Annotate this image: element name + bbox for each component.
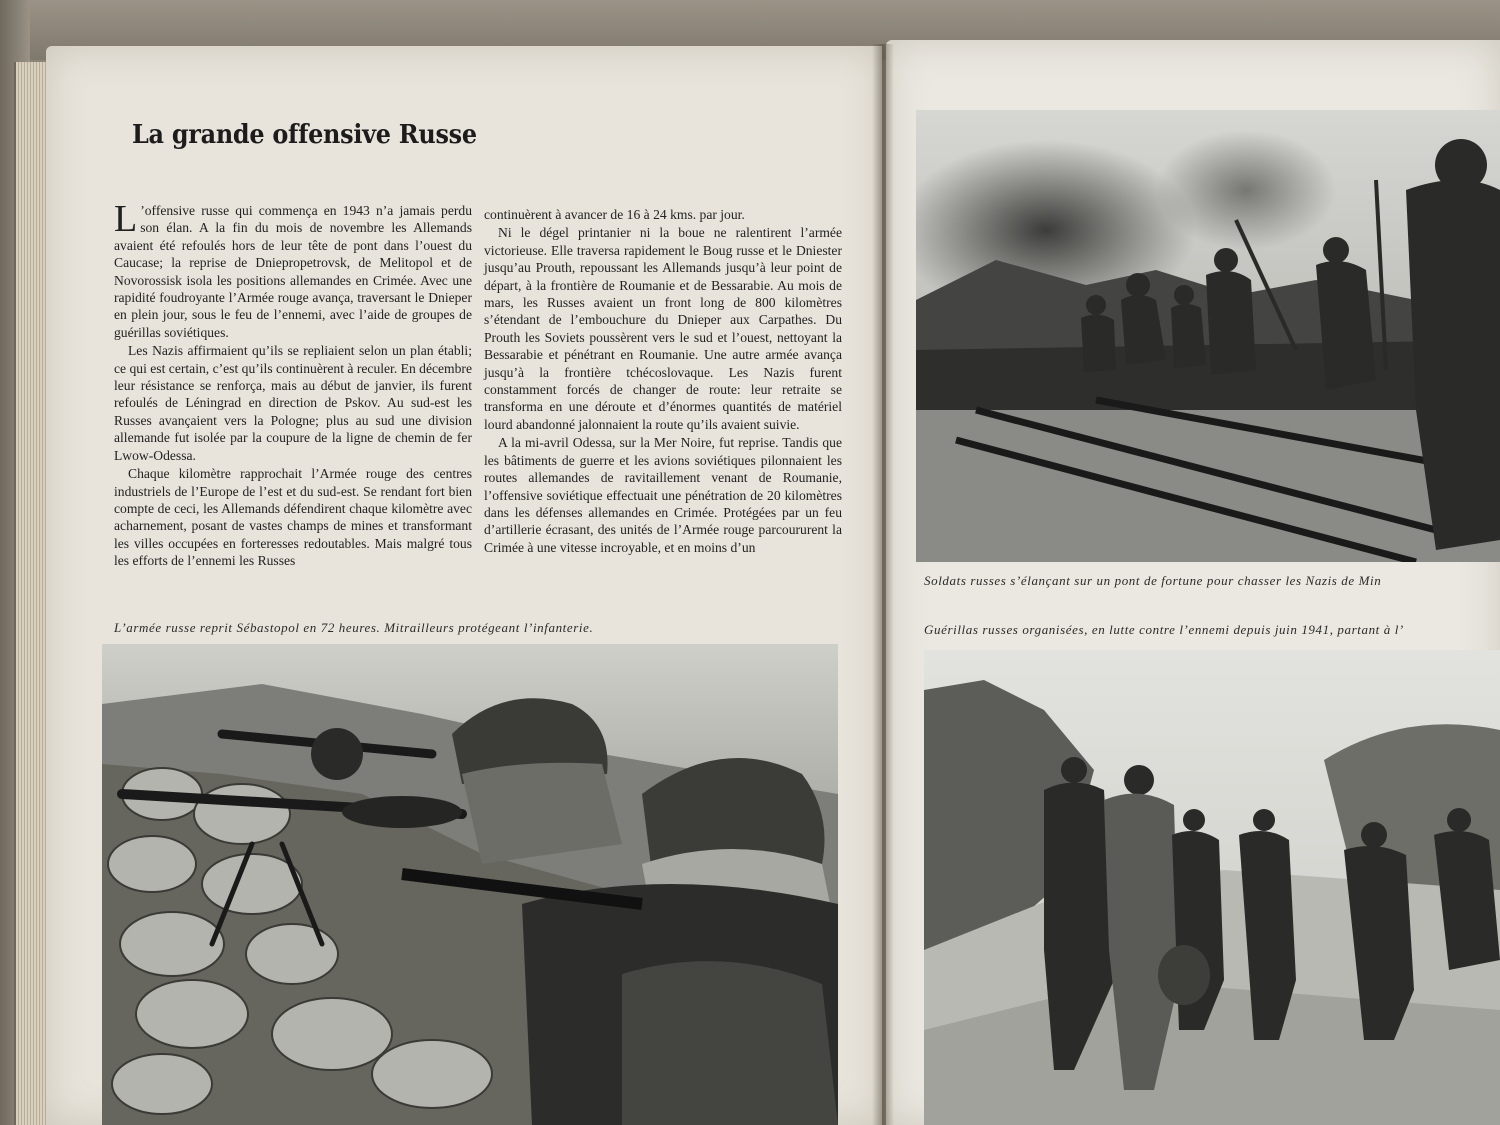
article-column-2 bbox=[484, 206, 842, 557]
article-paragraph: L ’offensive russe qui commença en 1943 n’a jamais perdu son élan. A la fin du mois de novembre les Allemands avaient été refoulés hors de leur tête de pont dans l’ouest du Caucase; la reprise de Dniepropetrovsk, de Melitopol et de Novorossisk isola les positions allemandes en Crimée. Avec une rapidité foudroyante l’Armée rouge avança, traversant le Dnieper en plein jour, sous le feu de l’ennemi, avec l’aide de groupes de guérillas soviétiques. bbox=[114, 198, 472, 340]
article-paragraph: continuèrent à avancer de 16 à 24 kms. par jour. bbox=[484, 207, 745, 222]
article-paragraph: A la mi-avril Odessa, sur la Mer Noire, fut reprise. Tandis que les bâtiments de guerre et les avions soviétiques pilonnaient les routes allemandes de ravitaillement venant de Roumanie, l’offensive soviétique effectuait une pénétration de 20 kilomètres dans les défenses allemandes en Crimée. Protégées par un feu d’artillerie écrasant, des unités de l’Armée rouge parcoururent la Crimée à une vitesse incroyable, et en moins d’un bbox=[484, 435, 842, 555]
article-paragraph: Ni le dégel printanier ni la boue ne ralentirent l’armée victorieuse. Elle traversa rapidement le Boug russe et le Dniester jusqu’au Prouth, repoussant les Allemands jusqu’à leur point de départ, à la frontière de Roumanie et de Bessarabie. Au mois de mars, les Russes avaient un front long de 800 kilomètres s’étendant de l’embouchure du Dnieper aux Carpathes. Du Prouth les Soviets poussèrent vers le sud et l’ouest, nettoyant la Bessarabie et pénétrant en Roumanie. Une autre armée avança jusqu’à la frontière tchécoslovaque. Les Nazis furent constamment forcés de changer de route: leur retraite se transforma en une déroute et d’énormes quantités de matériel lourd abandonné jalonnaient la route qu’ils avaient suivie. bbox=[484, 225, 842, 432]
photo-caption-machine-gunners: L’armée russe reprit Sébastopol en 72 heures. Mitrailleurs protégeant l’infanterie. bbox=[114, 620, 594, 635]
article-paragraph: Les Nazis affirmaient qu’ils se repliaient selon un plan établi; ce qui est certain, c’est qu’ils continuèrent à reculer. En décembre leur résistance se renforça, mais au début de janvier, ils furent refoulés de Léningrad en direction de Pskov. Au sud-est les Russes avançaient vers la Pologne; plus au sud une division allemande fut isolée par la coupure de la ligne de chemin de fer Lwow-Odessa. bbox=[114, 343, 472, 463]
photo-caption-guerillas: Guérillas russes organisées, en lutte contre l’ennemi depuis juin 1941, partant à l’ bbox=[924, 622, 1404, 637]
book-spine bbox=[872, 44, 894, 1125]
article-title: La grande offensive Russe bbox=[132, 120, 477, 150]
article-paragraph: Chaque kilomètre rapprochait l’Armée rouge des centres industriels de l’Europe de l’est et du sud-est. Se rendant fort bien compte de ceci, les Allemands défendirent chaque kilomètre avec acharnement, posant de vastes champs de mines et transformant les villes occupées en forteresses redoutables. Mais malgré tous les efforts de l’ennemi les Russes bbox=[114, 466, 472, 569]
photo-caption-bridge-soldiers: Soldats russes s’élançant sur un pont de fortune pour chasser les Nazis de Min bbox=[924, 573, 1382, 588]
photo-machine-gunners bbox=[102, 644, 838, 1125]
drop-cap: L bbox=[114, 198, 138, 240]
photo-guerillas bbox=[924, 650, 1500, 1125]
photo-bridge-soldiers bbox=[916, 110, 1500, 562]
article-column-1 bbox=[114, 198, 472, 571]
